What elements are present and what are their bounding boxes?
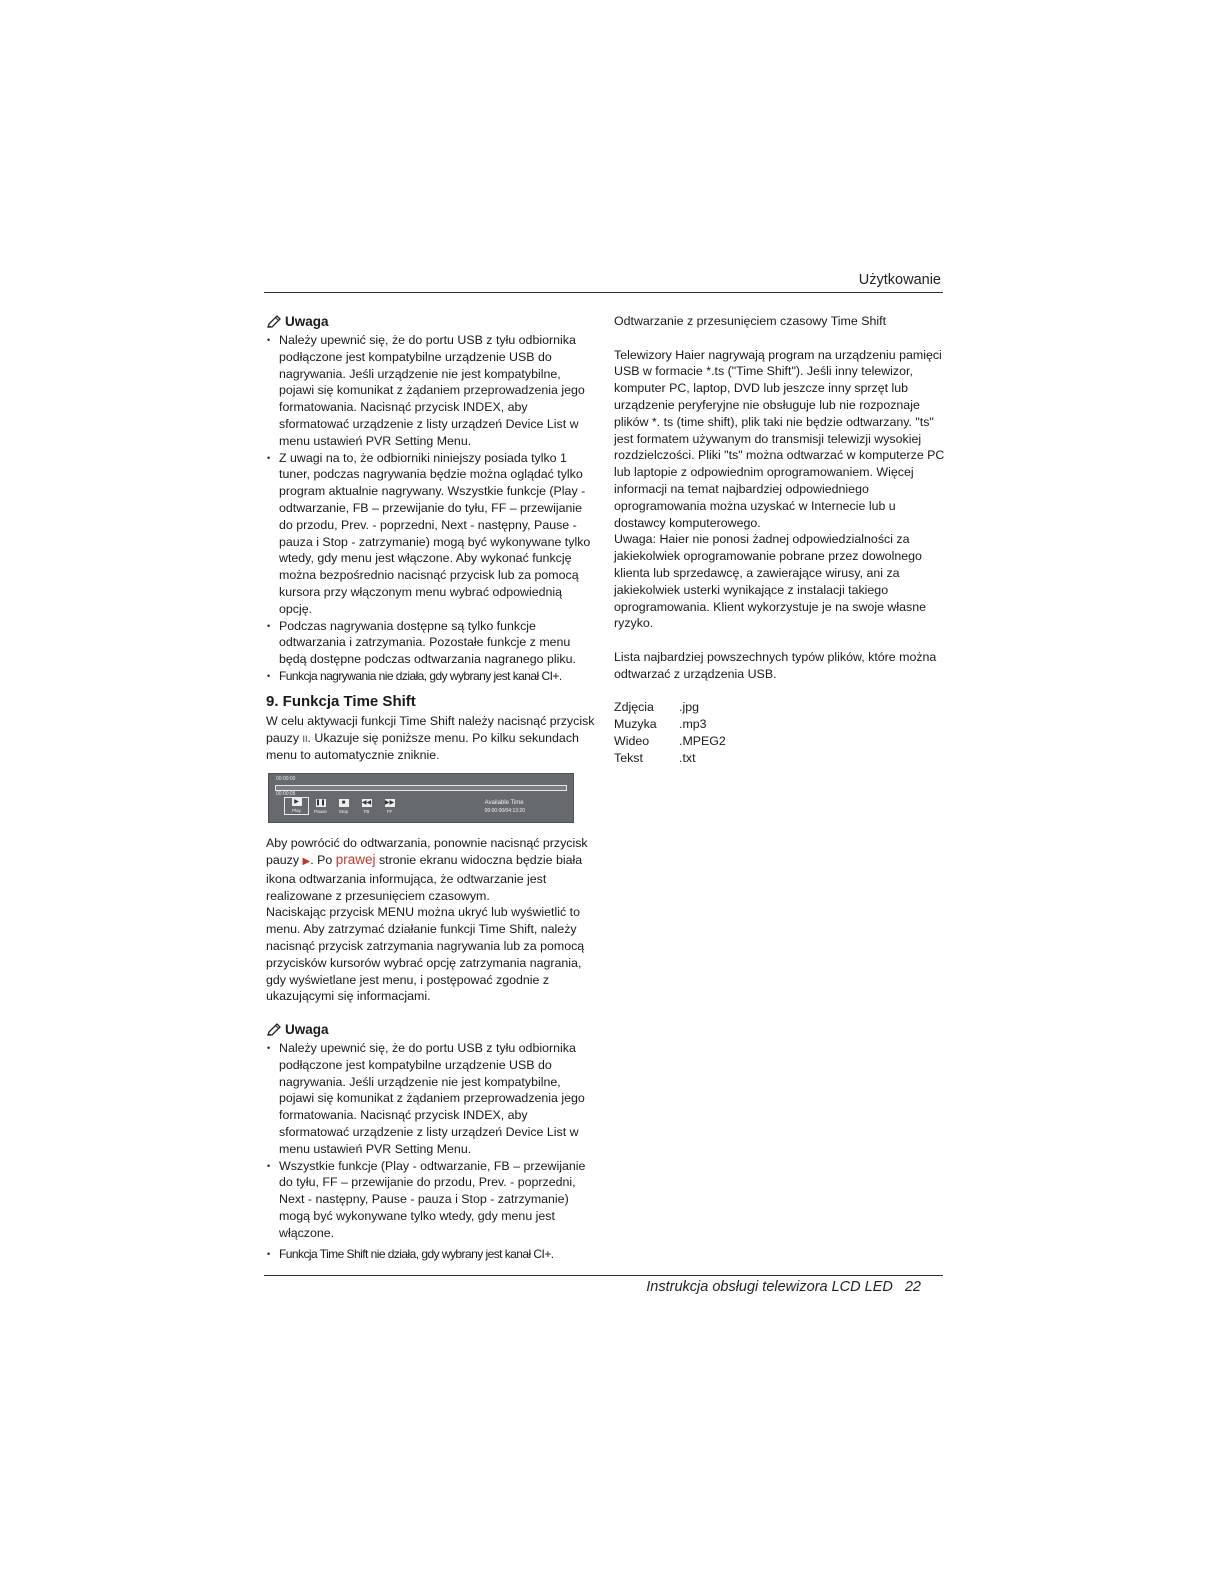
pause-symbol: II — [302, 733, 308, 744]
list-item: • Należy upewnić się, że do portu USB z tyłu odbiornika podłączone jest kompatybilne urządzenie USB do nagrywania. Jeśli urządzenie nie jest kompatybilne, pojawi się komunikat z żądaniem przeprowadzenia jego formatowania. Nacisnąć przycisk INDEX, aby sformatować urządzenie z listy urządzeń Device List w menu ustawień PVR Setting Menu. — [266, 1040, 596, 1158]
list-item: • Z uwagi na to, że odbiorniki niniejszy posiada tylko 1 tuner, podczas nagrywania będzie można oglądać tylko program aktualnie nagrywany. Wszystkie funkcje (Play - odtwarzanie, FB – przewijanie do tyłu, FF – przewijanie do przodu, Prev. - poprzedni, Next - następny, Pause - pauza i Stop - zatrzymanie) mogą być wykonywane tylko wtedy, gdy menu jest włączone. Aby wykonać funkcję można bezpośrednio nacisnąć przycisk lub za pomocą kursora przy włączonym menu wybrać odpowiednią opcję. — [266, 450, 596, 618]
table-row: Muzyka .mp3 — [614, 717, 707, 732]
highlight-word: prawej — [335, 851, 376, 867]
playback-controls — [284, 799, 401, 815]
rewind-icon: ◀◀ — [361, 800, 372, 807]
fast-forward-icon: ▶▶ — [384, 800, 395, 807]
pause-button[interactable]: ❚❚ Pause — [314, 800, 327, 815]
fast-forward-button[interactable]: ▶▶ FF — [384, 800, 395, 815]
table-row: Tekst .txt — [614, 750, 696, 765]
time-current: 00:00:05 — [276, 791, 296, 798]
pencil-note-icon — [266, 1023, 282, 1037]
list-item: • Funkcja Time Shift nie działa, gdy wybrany jest kanał CI+. — [266, 1246, 596, 1263]
stop-icon: ■ — [339, 799, 349, 807]
fast-backward-button[interactable]: ◀◀ FB — [361, 800, 372, 815]
time-shift-panel — [268, 773, 574, 823]
list-item: • Funkcja nagrywania nie działa, gdy wybrany jest kanał CI+. — [266, 668, 596, 685]
right-heading: Odtwarzanie z przesunięciem czasowy Time Shift — [614, 314, 887, 328]
play-symbol: ▶ — [302, 855, 311, 867]
file-types-table — [614, 699, 726, 766]
section-intro: W celu aktywacji funkcji Time Shift należy nacisnąć przycisk pauzy II. Ukazuje się poniższe menu. Po kilku sekundach menu to automatycznie zniknie. — [266, 713, 595, 763]
note-list — [266, 1040, 596, 1262]
table-row: Zdjęcia .jpg — [614, 700, 699, 715]
stop-button[interactable]: ■ Stop — [338, 800, 349, 815]
header-divider — [264, 292, 943, 293]
table-row: Wideo .MPEG2 — [614, 733, 726, 748]
disclaimer-paragraph: Uwaga: Haier nie ponosi żadnej odpowiedzialności za jakiekolwiek oprogramowanie pobrane przez dowolnego klienta lub sprzedawcę, a zawierające wirusy, ani za jakiekolwiek usterki wynikające z instalacji takiego oprogramowania. Klient wykorzystuje je na swoje własne ryzyko. — [614, 532, 926, 631]
note-heading — [266, 313, 596, 331]
note-title: Uwaga — [285, 314, 329, 329]
list-item: • Należy upewnić się, że do portu USB z tyłu odbiornika podłączone jest kompatybilne urządzenie USB do nagrywania. Jeśli urządzenie nie jest kompatybilne, pojawi się komunikat z żądaniem przeprowadzenia jego formatowania. Nacisnąć przycisk INDEX, aby sformatować urządzenie z listy urządzeń Device List w menu ustawień PVR Setting Menu. — [266, 332, 596, 450]
footer-title: Instrukcja obsługi telewizora LCD LED — [646, 1279, 893, 1295]
resume-paragraph: Aby powrócić do odtwarzania, ponownie nacisnąć przycisk pauzy ▶. Po prawej stronie ekranu widoczna będzie biała ikona odtwarzania informująca, że odtwarzanie jest realizowane z przesunięciem czasowym. — [266, 836, 588, 903]
ts-format-paragraph: Telewizory Haier nagrywają program na urządzeniu pamięci USB w formacie *.ts ("Time Shift"). Jeśli inny telewizor, komputer PC, laptop, DVD lub jeszcze inny sprzęt lub urządzenie peryferyjne nie obsługuje lub nie rozpoznaje plików *. ts (time shift), plik taki nie będzie odtwarzany. "ts" jest formatem używanym do transmisji telewizji wysokiej rozdzielczości. Pliki "ts" można odtwarzać w komputerze PC lub laptopie z odpowiednim oprogramowaniem. Więcej informacji na temat najbardziej odpowiedniego oprogramowania można uzyskać w Internecie lub u dostawcy komputerowego. — [614, 347, 945, 530]
play-icon: ▶ — [292, 798, 302, 806]
note-title: Uwaga — [285, 1022, 329, 1038]
section-title: 9. Funkcja Time Shift — [266, 692, 416, 710]
menu-paragraph: Naciskając przycisk MENU można ukryć lub wyświetlić to menu. Aby zatrzymać działanie funkcji Time Shift, należy nacisnąć przycisk zatrzymania nagrywania lub za pomocą przycisków kursorów wybrać opcję zatrzymania nagrania, gdy wyświetlane jest menu, i postępować zgodnie z ukazującymi się informacjami. — [266, 905, 585, 1004]
list-item: • Wszystkie funkcje (Play - odtwarzanie, FB – przewijanie do tyłu, FF – przewijanie do przodu, Prev. - poprzedni, Next - następny, Pause - pauza i Stop - zatrzymanie) mogą być wykonywane tylko wtedy, gdy menu jest włączone. — [266, 1158, 596, 1242]
list-item: • Podczas nagrywania dostępne są tylko funkcje odtwarzania i zatrzymania. Pozostałe funkcje z menu będą dostępne podczas odtwarzania nagranego pliku. — [266, 618, 596, 668]
time-start: 00:00:00 — [276, 776, 296, 783]
progress-bar — [275, 785, 567, 791]
left-column — [266, 313, 596, 1262]
right-column — [614, 313, 946, 767]
page-number: 22 — [904, 1279, 921, 1295]
available-time: Available Time 00:00:00/04:13:20 — [484, 800, 525, 815]
file-types-intro: Lista najbardziej powszechnych typów plików, które można odtwarzać z urządzenia USB. — [614, 649, 937, 681]
note-list — [266, 332, 596, 685]
footer-divider — [264, 1275, 943, 1276]
play-button[interactable]: ▶ Play — [284, 797, 309, 815]
page-header-title: Użytkowanie — [858, 272, 941, 288]
pencil-note-icon — [266, 315, 282, 329]
pause-icon: ❚❚ — [315, 800, 326, 807]
note-heading — [266, 1021, 596, 1039]
page-footer — [646, 1279, 921, 1295]
